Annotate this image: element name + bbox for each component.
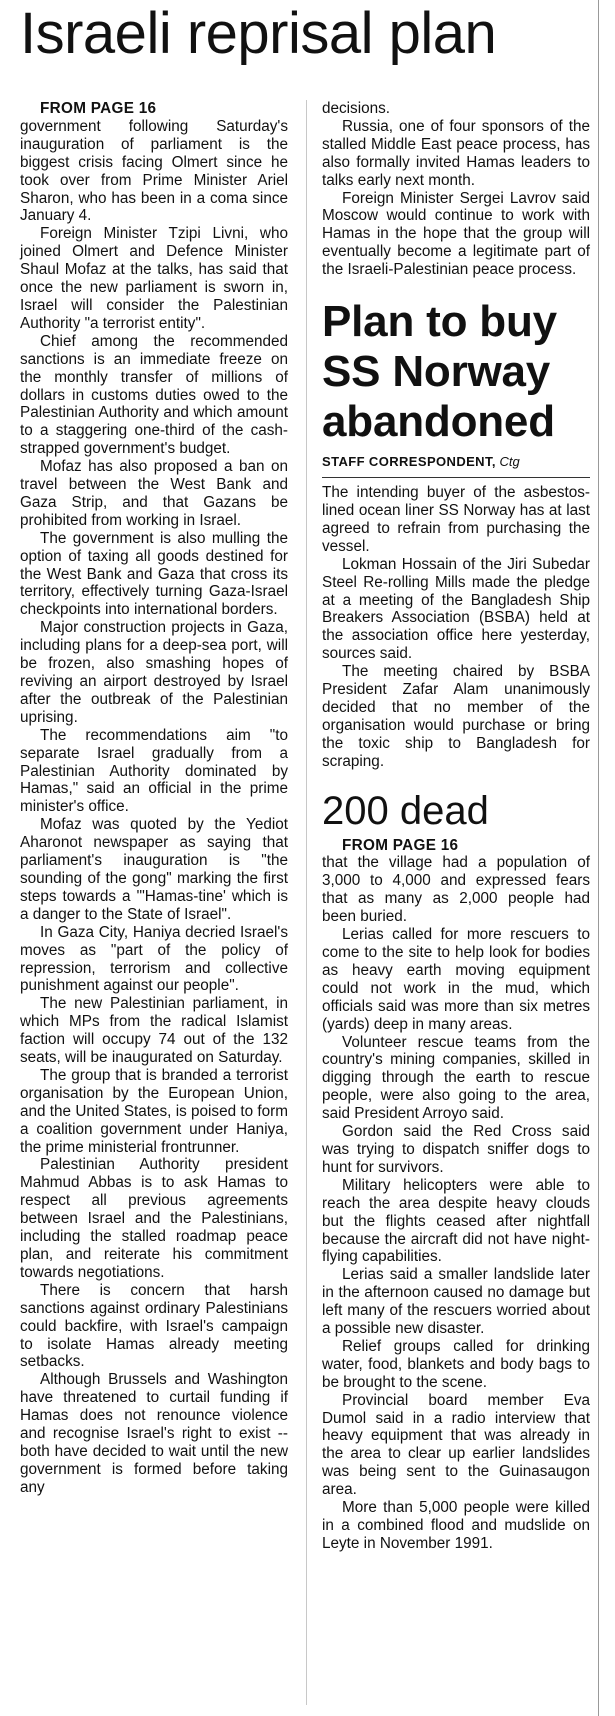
article-paragraph: The new Palestinian parliament, in which MPs from the radical Islamist faction will occupy 74 out of the 132 seats, will be inaugurated on Saturday. [20, 995, 288, 1067]
article-paragraph: Chief among the recommended sanctions is an immediate freeze on the monthly transfer of millions of dollars in customs duties owed to the Palestinian Authority and which amount to a staggering one-third of the cash-strapped government's budget. [20, 332, 288, 458]
article-paragraph: There is concern that harsh sanctions against ordinary Palestinians could backfire, with Israel's campaign to isolate Hamas already meeting setbacks. [20, 1281, 288, 1371]
article-paragraph: More than 5,000 people were killed in a combined flood and mudslide on Leyte in November 1991. [322, 1499, 590, 1552]
headline-israeli-reprisal-plan: Israeli reprisal plan [20, 1, 497, 66]
article-paragraph: Although Brussels and Washington have threatened to curtail funding if Hamas does not renounce violence and recognise Israel's right to exist -- both have decided to wait until the new government is formed before taking any [20, 1371, 288, 1496]
headline-ss-norway: Plan to buy SS Norway abandoned [322, 297, 557, 447]
column-divider [306, 100, 307, 1705]
article-paragraph: Russia, one of four sponsors of the stalled Middle East peace process, has also formally invited Hamas leaders to talks early next month. [322, 117, 590, 189]
article-paragraph: Provincial board member Eva Dumol said in a radio interview that heavy equipment that was already in the area to clear up earlier landslides was being sent to the Guinasaugon area. [322, 1391, 590, 1499]
article-paragraph: The intending buyer of the asbestos-lined ocean liner SS Norway has at last agreed to refrain from purchasing the vessel. [322, 484, 590, 555]
byline [322, 453, 590, 471]
article-paragraph: Volunteer rescue teams from the country's mining companies, skilled in digging through the earth to rescue people, were also going to the area, said President Arroyo said. [322, 1033, 590, 1123]
article-paragraph: The group that is branded a terrorist organisation by the European Union, and the United States, is poised to form a coalition government under Haniya, the prime ministerial frontrunner. [20, 1066, 288, 1156]
article-paragraph: Lokman Hossain of the Jiri Subedar Steel Re-rolling Mills made the pledge at a meeting of the Bangladesh Ship Breakers Association (BSBA) held at the association office here yesterday, sources said. [322, 555, 590, 663]
article-paragraph: Lerias called for more rescuers to come to the site to help look for bodies as heavy earth moving equipment could not work in the mud, which officials said was more than six metres (yards) deep in many areas. [322, 926, 590, 1033]
article-paragraph: Mofaz has also proposed a ban on travel between the West Bank and Gaza Strip, and that Gazans be prohibited from working in Israel. [20, 458, 288, 529]
byline-rule [322, 477, 590, 478]
article-paragraph: Relief groups called for drinking water, food, blankets and body bags to be brought to the scene. [322, 1337, 590, 1391]
article-paragraph: decisions. [322, 100, 391, 117]
article-paragraph: In Gaza City, Haniya decried Israel's moves as "part of the policy of repression, terrorism and collective punishment against our people". [20, 923, 288, 995]
article-paragraph: Foreign Minister Sergei Lavrov said Moscow would continue to work with Hamas in the hope that the group will eventually become a legitimate part of the Israeli-Palestinian peace process. [322, 189, 590, 279]
byline-location: Ctg [499, 454, 520, 470]
article-paragraph: Palestinian Authority president Mahmud Abbas is to ask Hamas to respect all previous agreements between Israel and the Palestinians, including the stalled roadmap peace plan, and reiterate his commitment towards negotiations. [20, 1156, 288, 1281]
article-paragraph: Foreign Minister Tzipi Livni, who joined Olmert and Defence Minister Shaul Mofaz at the talks, has said that once the new parliament is sworn in, Israel will consider the Palestinian Authority "a terrorist entity". [20, 225, 288, 332]
article-paragraph: The recommendations aim "to separate Israel gradually from a Palestinian Authority dominated by Hamas," said an official in the prime minister's office. [20, 726, 288, 816]
from-page-kicker: FROM PAGE 16 [342, 836, 459, 854]
article-paragraph: The government is also mulling the option of taxing all goods destined for the West Bank and Gaza that cross its territory, effectively turning Gaza-Israel checkpoints into international borders. [20, 529, 288, 619]
headline-200-dead: 200 dead [322, 788, 489, 833]
article-paragraph: The meeting chaired by BSBA President Zafar Alam unanimously decided that no member of the organisation would purchase or bring the toxic ship to Bangladesh for scraping. [322, 663, 590, 770]
article-paragraph: government following Saturday's inauguration of parliament is the biggest crisis facing Olmert since he took over from Prime Minister Ariel Sharon, who has been in a coma since January 4. [20, 117, 288, 225]
article-paragraph: Military helicopters were able to reach the area despite heavy clouds but the flights ceased after nightfall because the aircraft did not have night-flying capabilities. [322, 1176, 590, 1266]
article-paragraph: that the village had a population of 3,000 to 4,000 and expressed fears that as many as 2,000 people had been buried. [322, 854, 590, 926]
article-paragraph: Mofaz was quoted by the Yediot Aharonot newspaper as saying that parliament's inauguration is "the sounding of the gong" marking the first steps towards a '"Hamas-tine' which is a danger to the State of Israel". [20, 816, 288, 923]
page-edge-rule [598, 0, 599, 1716]
right-column [322, 100, 590, 1553]
from-page-kicker: FROM PAGE 16 [40, 100, 157, 117]
byline-author: STAFF CORRESPONDENT, [322, 454, 496, 470]
article-paragraph: Major construction projects in Gaza, including plans for a deep-sea port, will be frozen, also smashing hopes of reviving an airport destroyed by Israel after the outbreak of the Palestinian uprising. [20, 619, 288, 726]
article-paragraph: Gordon said the Red Cross said was trying to dispatch sniffer dogs to hunt for survivors. [322, 1123, 590, 1176]
article-paragraph: Lerias said a smaller landslide later in the afternoon caused no damage but left many of the rescuers worried about a possible new disaster. [322, 1266, 590, 1338]
left-column [20, 100, 288, 1497]
